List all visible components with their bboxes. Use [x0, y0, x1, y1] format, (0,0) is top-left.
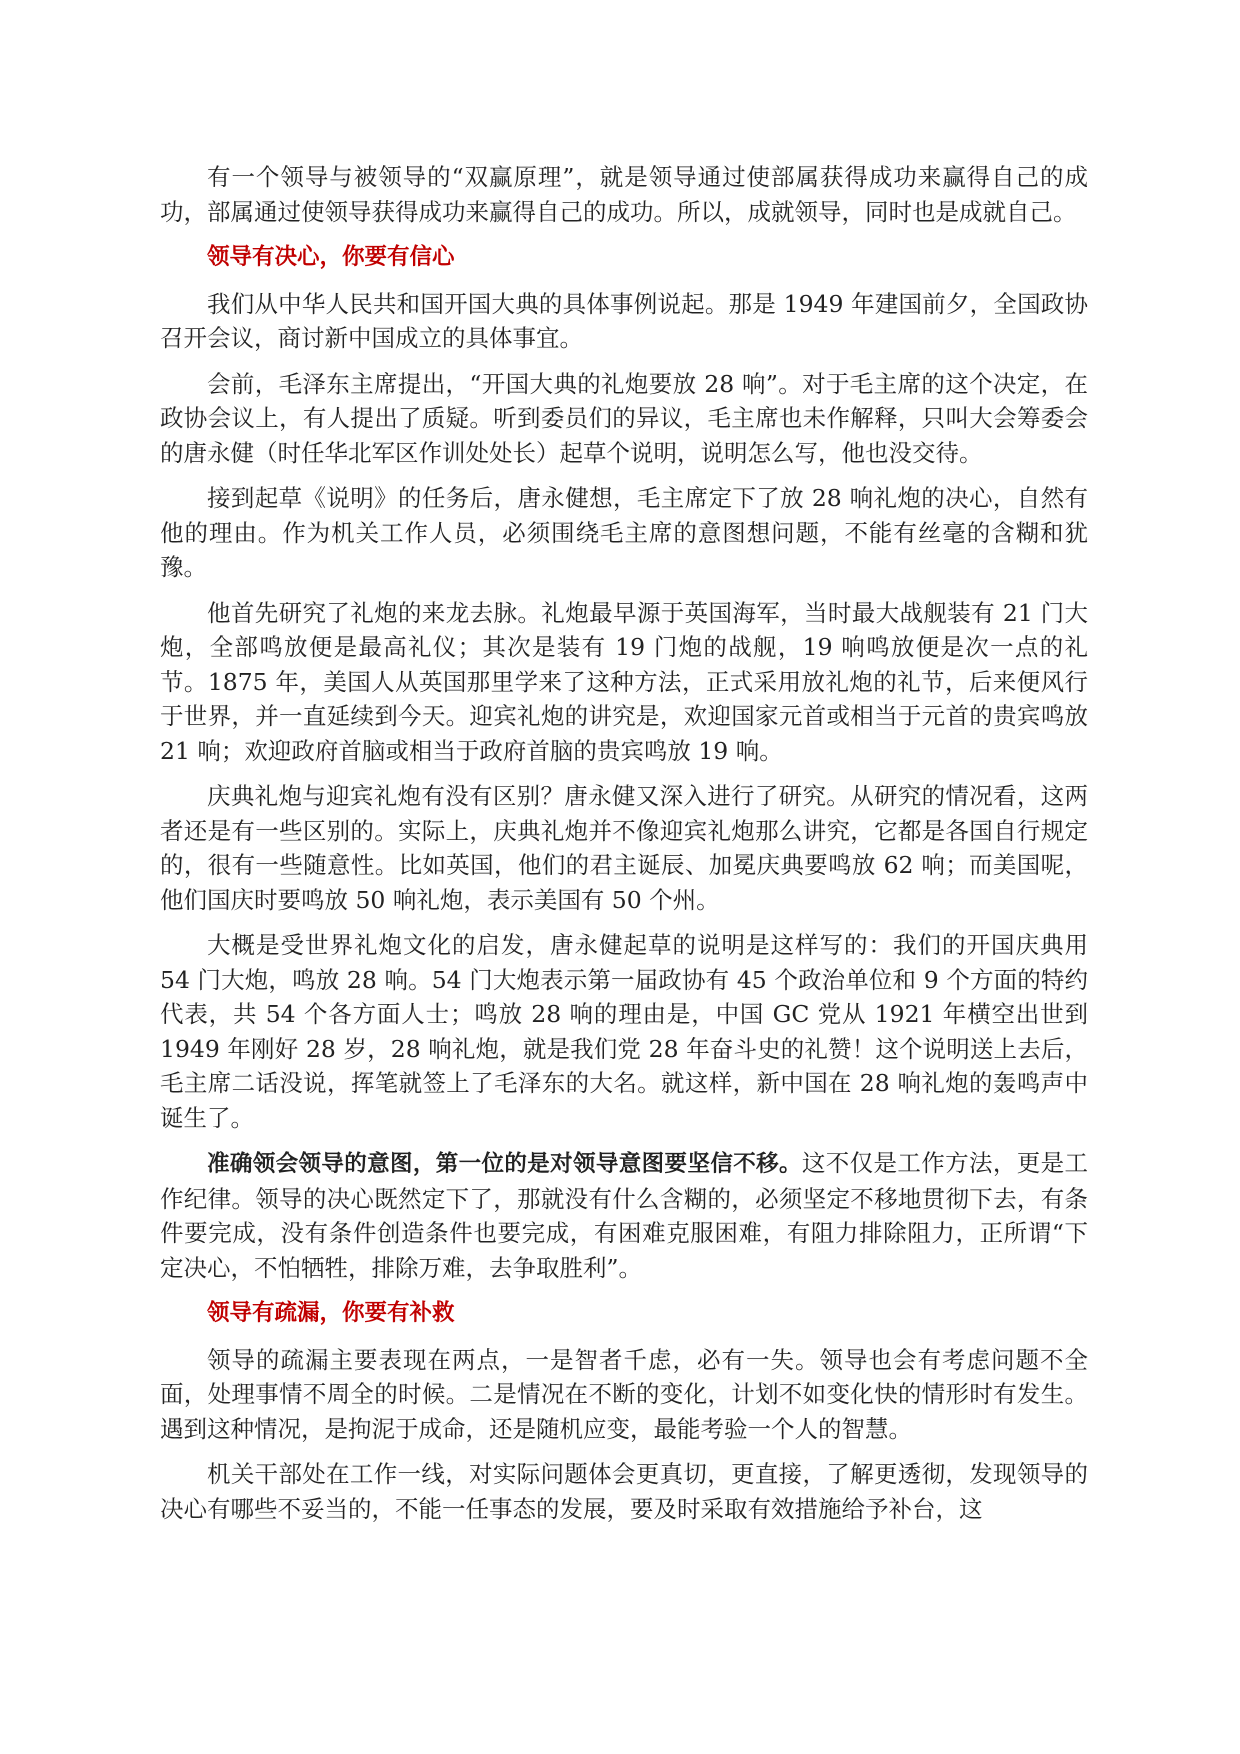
paragraph-oversights: 领导的疏漏主要表现在两点，一是智者千虑，必有一失。领导也会有考虑问题不全面，处理事情不周全的时候。二是情况在不断的变化，计划不如变化快的情形时有发生。遇到这种情况，是拘泥于成命，还是随机应变，最能考验一个人的智慧。: [160, 1345, 1088, 1443]
paragraph-salute-history: 他首先研究了礼炮的来龙去脉。礼炮最早源于英国海军，当时最大战舰装有 21 门大炮，全部鸣放便是最高礼仪；其次是装有 19 门炮的战舰，19 响鸣放便是次一点的礼节。1875 年，美国人从英国那里学来了这种方法，正式采用放礼炮的礼节，后来便风行于世界，并一直延续到今天。迎宾礼炮的讲究是，欢迎国家元首或相当于元首的贵宾鸣放 21 响；欢迎政府首脑或相当于政府首脑的贵宾鸣放 19 响。: [160, 598, 1088, 765]
paragraph-explanation-text: 大概是受世界礼炮文化的启发，唐永健起草的说明是这样写的：我们的开国庆典用 54 门大炮，鸣放 28 响。54 门大炮表示第一届政协有 45 个政治单位和 9 个方面的特约代表，共 54 个各方面人士；鸣放 28 响的理由是，中国 GC 党从 1921 年横空出世到 1949 年刚好 28 岁，28 响礼炮，就是我们党 28 年奋斗史的礼赞！这个说明送上去后，毛主席二话没说，挥笔就签上了毛泽东的大名。就这样，新中国在 28 响礼炮的轰鸣声中诞生了。: [160, 931, 1088, 1132]
paragraph-win-win: 有一个领导与被领导的“双赢原理”，就是领导通过使部属获得成功来赢得自己的成功，部属通过使领导获得成功来赢得自己的成功。所以，成就领导，同时也是成就自己。: [160, 163, 1088, 226]
paragraph-frontline-cadres: 机关干部处在工作一线，对实际问题体会更真切，更直接，了解更透彻，发现领导的决心有哪些不妥当的，不能一任事态的发展，要及时采取有效措施给予补台，这: [160, 1460, 1088, 1523]
document-page: [160, 160, 1088, 1537]
paragraph-ceremony-vs-welcome: 庆典礼炮与迎宾礼炮有没有区别？唐永健又深入进行了研究。从研究的情况看，这两者还是有一些区别的。实际上，庆典礼炮并不像迎宾礼炮那么讲究，它都是各国自行规定的，很有一些随意性。比如英国，他们的君主诞辰、加冕庆典要鸣放 62 响；而美国呢，他们国庆时要鸣放 50 响礼炮，表示美国有 50 个州。: [160, 782, 1088, 914]
paragraph-drafting-task: 接到起草《说明》的任务后，唐永健想，毛主席定下了放 28 响礼炮的决心，自然有他的理由。作为机关工作人员，必须围绕毛主席的意图想问题，不能有丝毫的含糊和犹豫。: [160, 484, 1088, 581]
bold-lead-sentence: 准确领会领导的意图，第一位的是对领导意图要坚信不移。: [207, 1151, 802, 1177]
paragraph-28-salute-proposal: 会前，毛泽东主席提出，“开国大典的礼炮要放 28 响”。对于毛主席的这个决定，在政协会议上，有人提出了质疑。听到委员们的异议，毛主席也未作解释，只叫大会筹委会的唐永健（时任华北军区作训处处长）起草个说明，说明怎么写，他也没交待。: [160, 369, 1088, 467]
paragraph-firm-belief-rest: 这不仅是工作方法，更是工作纪律。领导的决心既然定下了，那就没有什么含糊的，必须坚定不移地贯彻下去，有条件要完成，没有条件创造条件也要完成，有困难克服困难，有阻力排除阻力，正所谓“下定决心，不怕牺牲，排除万难，去争取胜利”。: [160, 1149, 1088, 1282]
paragraph-founding-ceremony: 我们从中华人民共和国开国大典的具体事例说起。那是 1949 年建国前夕，全国政协召开会议，商讨新中国成立的具体事宜。: [160, 289, 1088, 352]
section-heading-confidence: 领导有决心，你要有信心: [207, 244, 455, 270]
paragraph-firm-belief: [160, 1146, 1088, 1285]
section-heading-remedy: 领导有疏漏，你要有补救: [207, 1300, 455, 1326]
